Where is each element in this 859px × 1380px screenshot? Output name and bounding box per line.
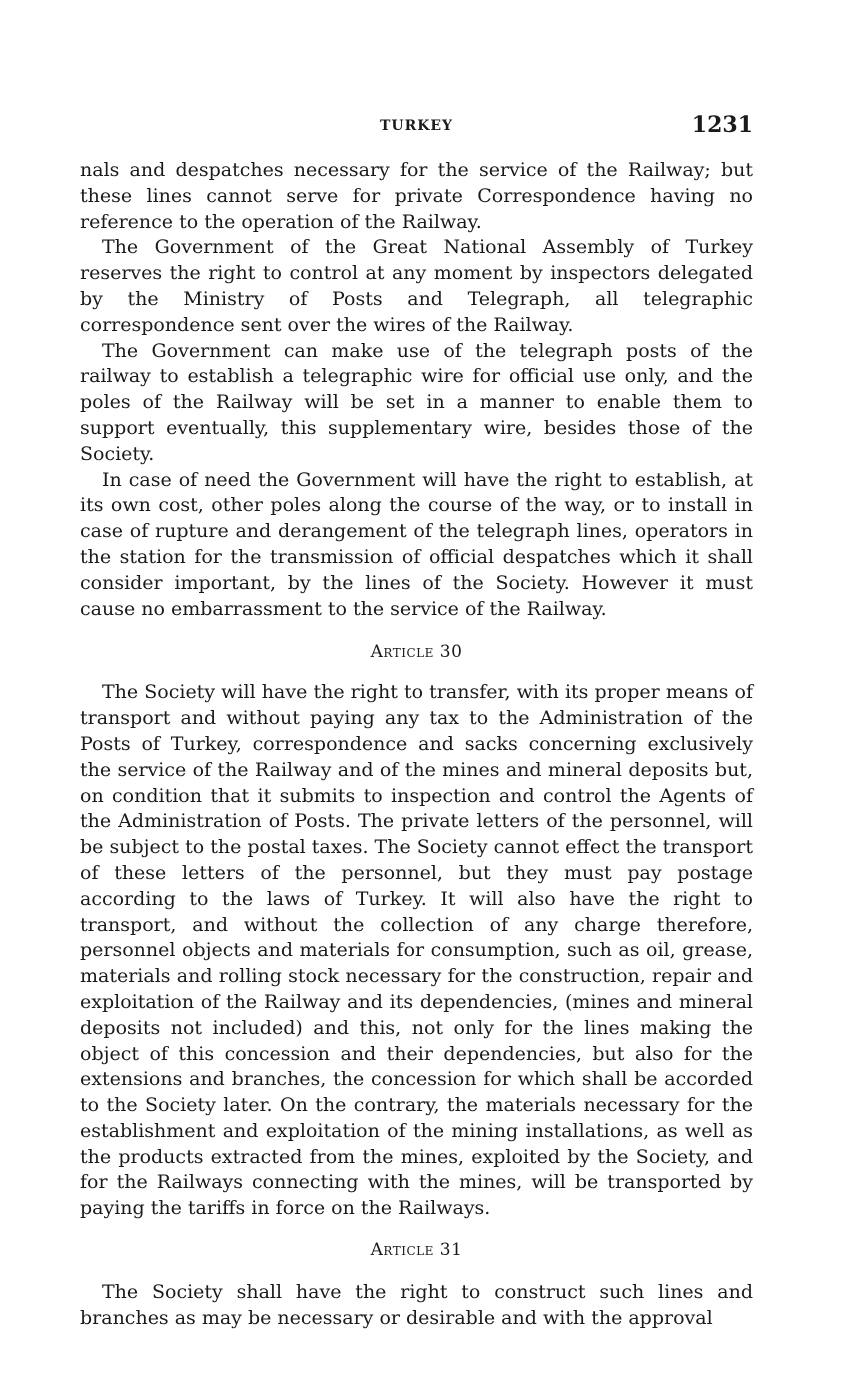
article-30-text: The Society will have the right to transfer, with its proper means of transport and without paying any tax to the Administration of the Posts of Turkey, correspondence and sacks concerning exclusively the service of the Railway and of the mines and mineral deposits but, on condition that it submits to inspection and control the Agents of the Administration of Posts. The private letters of the personnel, will be subject to the postal taxes. The Society cannot effect the transport of these letters of the personnel, but they must pay postage according to the laws of Turkey. It will also have the right to transport, and without the collection of any charge therefore, personnel objects and materials for consumption, such as oil, grease, materials and rolling stock necessary for the construction, repair and exploitation of the Railway and its dependencies, (mines and mineral deposits not included) and this, not only for the lines making the object of this concession and their dependencies, but also for the extensions and branches, the concession for which shall be accorded to the Society later. On the contrary, the materials necessary for the establishment and exploitation of the mining installations, as well as the products extracted from the mines, exploited by the Society, and for the Railways connecting with the mines, will be transported by paying the tariffs in force on the Railways. bbox=[80, 681, 753, 1220]
paragraph-continuation: nals and despatches necessary for the service of the Railway; but these lines cannot serve for private Correspondence having no reference to the operation of the Railway. bbox=[80, 159, 753, 233]
paragraph-poles: In case of need the Government will have the right to establish, at its own cost, other poles along the course of the way, or to install in case of rupture and derangement of the telegraph lines, operators in the station for the transmission of official despatches which it shall consider important, by the lines of the Society. However it must cause no embarrassment to the service of the Railway. bbox=[80, 468, 753, 620]
paragraph-inspection: The Government of the Great National Assembly of Turkey reserves the right to control at any moment by inspectors delegated by the Ministry of Posts and Telegraph, all telegraphic correspondence sent over the wires of the Railway. bbox=[80, 236, 753, 336]
article-30-heading: Article 30 bbox=[370, 642, 463, 663]
running-head: TURKEY bbox=[379, 118, 454, 134]
paragraph-telegraph-posts: The Government can make use of the telegraph posts of the railway to establish a telegraphic wire for official use only, and the poles of the Railway will be set in a manner to enable them to support eventually, this supplementary wire, besides those of the Society. bbox=[80, 339, 753, 465]
page-header bbox=[80, 112, 753, 148]
article-31-text: The Society shall have the right to construct such lines and branches as may be necessary or desirable and with the approval bbox=[80, 1281, 753, 1329]
page-body bbox=[80, 158, 753, 1332]
page-number: 1231 bbox=[691, 112, 753, 138]
article-31-heading: Article 31 bbox=[370, 1240, 463, 1261]
